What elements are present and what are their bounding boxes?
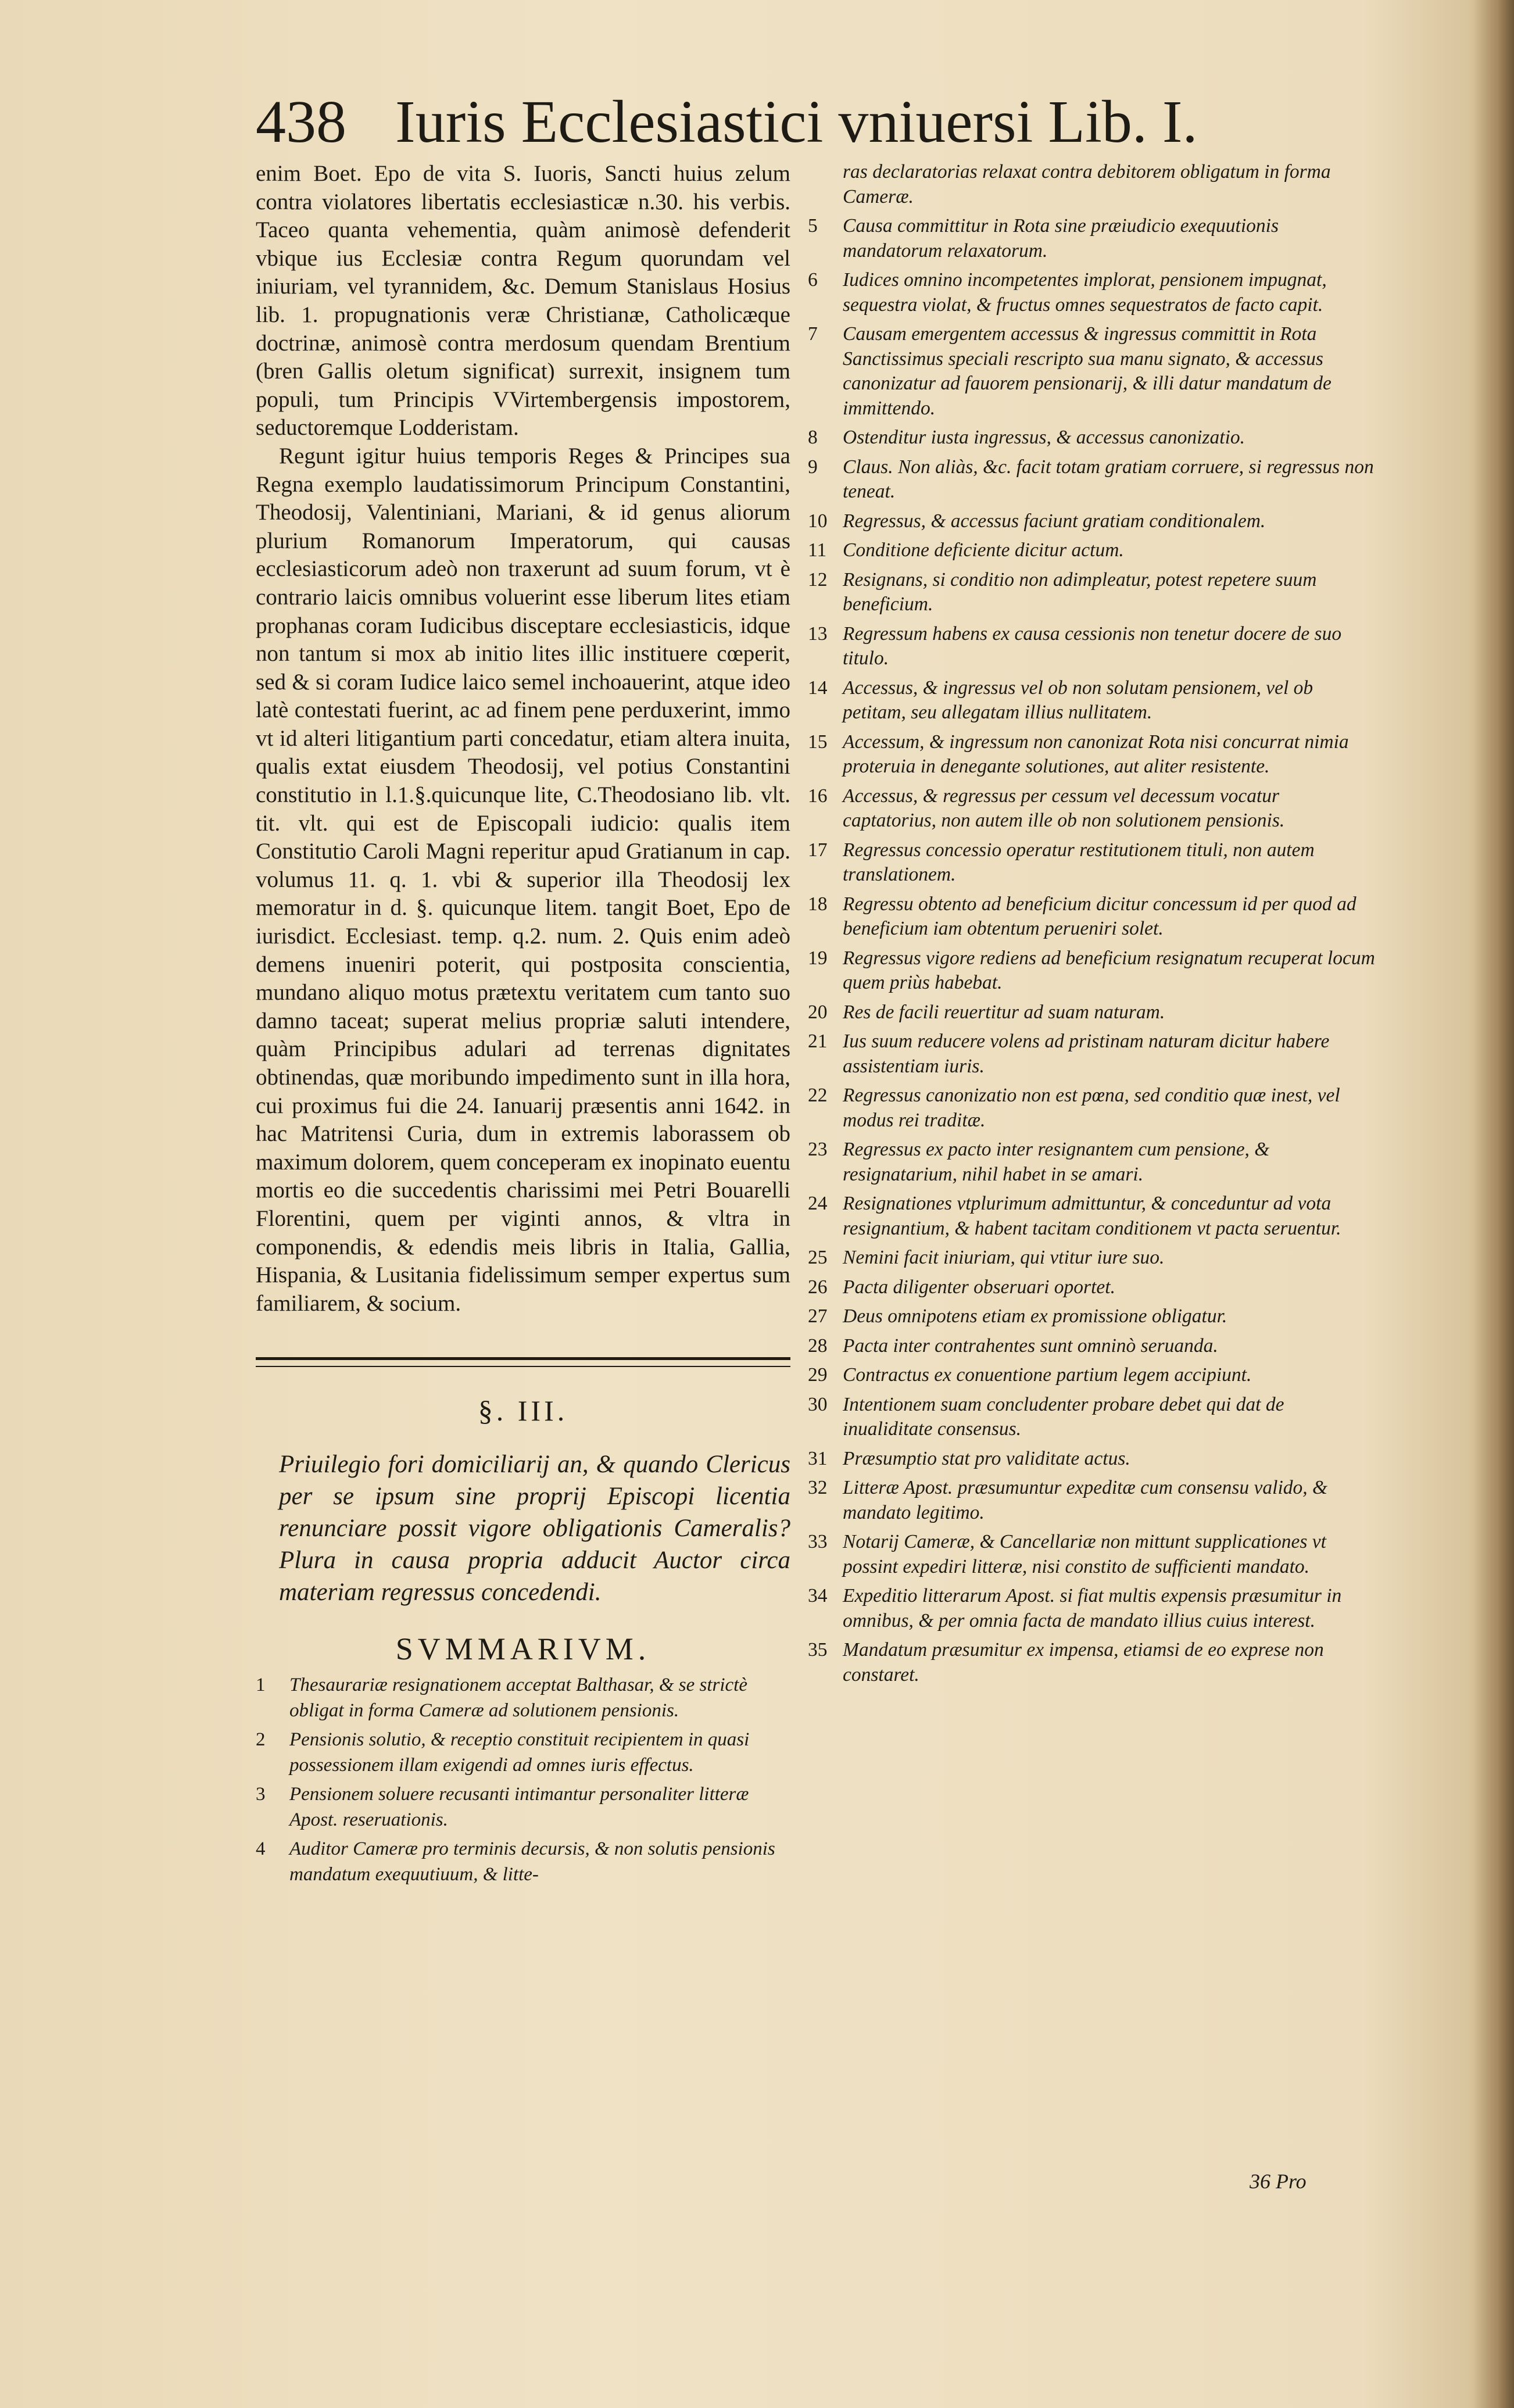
item-number: 20 <box>808 1001 828 1023</box>
item-text: Præsumptio stat pro validitate actus. <box>843 1447 1130 1469</box>
item-text: Res de facili reuertitur ad suam naturam. <box>843 1001 1165 1023</box>
item-text: Mandatum præsumitur ex impensa, etiamsi de eo exprese non constaret. <box>843 1639 1324 1686</box>
summary-item <box>808 1584 1377 1633</box>
item-text: Litteræ Apost. præsumuntur expeditæ cum consensu valido, & mandato legitimo. <box>843 1477 1328 1523</box>
summary-item <box>808 838 1377 888</box>
summary-list <box>256 1672 790 1887</box>
item-number: 16 <box>808 785 828 807</box>
left-column <box>256 160 790 1891</box>
item-number: 19 <box>808 947 828 969</box>
item-number: 15 <box>808 731 828 753</box>
item-number: 22 <box>808 1085 828 1106</box>
section-title: Priuilegio fori domiciliarij an, & quando Clericus per se ipsum sine proprij Episcopi licentia renunciare possit vigore obligationis Cameralis? Plura in causa propria adducit Auctor circa materiam regressus concedendi. <box>279 1451 790 1606</box>
summary-item <box>256 1672 790 1723</box>
item-text: Pensionem soluere recusanti intimantur personaliter litteræ Apost. reseruationis. <box>289 1784 749 1831</box>
summary-item <box>808 160 1377 209</box>
item-text: Pensionis solutio, & receptio constituit recipientem in quasi possessionem illam exigendi ad omnes iuris effectus. <box>289 1729 750 1776</box>
item-text: Causa committitur in Rota sine præiudicio exequutionis mandatorum relaxatorum. <box>843 215 1279 262</box>
section-divider <box>256 1357 790 1367</box>
item-number: 25 <box>808 1247 828 1268</box>
summary-item <box>808 1363 1377 1388</box>
item-number: 14 <box>808 677 828 699</box>
summary-item <box>808 509 1377 534</box>
summary-item <box>808 455 1377 505</box>
item-number: 33 <box>808 1531 828 1552</box>
item-number: 17 <box>808 839 828 861</box>
summary-item <box>808 1192 1377 1241</box>
summary-heading: SVMMARIVM. <box>395 1631 651 1667</box>
item-number: 21 <box>808 1031 828 1052</box>
item-number: 31 <box>808 1447 828 1469</box>
summary-item <box>808 622 1377 671</box>
item-text: Deus omnipotens etiam ex promissione obligatur. <box>843 1305 1227 1327</box>
summary-item <box>808 1083 1377 1133</box>
item-text: Pacta inter contrahentes sunt omninò seruanda. <box>843 1334 1218 1357</box>
item-number: 12 <box>808 568 828 591</box>
item-text: Regressus concessio operatur restitutionem tituli, non autem translationem. <box>843 839 1315 885</box>
summary-item <box>808 214 1377 263</box>
item-text: Pacta diligenter obseruari oportet. <box>843 1276 1115 1298</box>
item-text: Accessus, & regressus per cessum vel decessum vocatur captatorius, non autem ille ob non solutionem pensionis. <box>843 785 1285 831</box>
summary-item <box>808 676 1377 725</box>
summary-item <box>256 1727 790 1778</box>
item-number: 9 <box>808 456 818 478</box>
section-number: §. III. <box>478 1394 568 1427</box>
item-number: 27 <box>808 1305 828 1327</box>
summary-item <box>808 730 1377 779</box>
item-text: Regressus vigore rediens ad beneficium resignatum recuperat locum quem priùs habebat. <box>843 947 1375 993</box>
item-number: 30 <box>808 1393 828 1415</box>
summary-item <box>808 1638 1377 1687</box>
summary-item <box>808 1530 1377 1579</box>
item-number: 24 <box>808 1193 828 1214</box>
page-gutter-shadow <box>1473 0 1514 2408</box>
summary-item <box>808 1476 1377 1525</box>
item-text: Auditor Cameræ pro terminis decursis, & non solutis pensionis mandatum exequutiuum, & litte- <box>289 1838 775 1885</box>
item-text: Causam emergentem accessus & ingressus committit in Rota Sanctissimus speciali rescripto sua manu signato, & accessus canonizatur ad fauorem pensionarij, & illi datur mandatum de immittendo. <box>843 323 1332 419</box>
item-number: 29 <box>808 1364 828 1386</box>
summary-item <box>808 1304 1377 1329</box>
item-number: 32 <box>808 1477 828 1498</box>
paragraph-1: enim Boet. Epo de vita S. Iuoris, Sancti huius zelum contra violatores libertatis ecclesiasticæ n.30. his verbis. Taceo quanta vehementia, quàm animosè defenderit vbique ius Ecclesiæ contra Regum quorundam vel iniuriam, vel tyrannidem, &c. Demum Stanislaus Hosius lib. 1. propugnationis veræ Christianæ, Catholicæque doctrinæ, animosè contra merdosum quendam Brentium (bren Gallis oletum significat) surrexit, insignem tum populi, tum Principis VVirtembergensis impostorem, seductoremque Lodderistam. <box>256 161 790 441</box>
item-text: Conditione deficiente dicitur actum. <box>843 539 1124 561</box>
summary-item <box>808 946 1377 996</box>
summary-continuation-list <box>808 160 1377 1687</box>
item-number: 10 <box>808 510 828 532</box>
item-text: ras declaratorias relaxat contra debitorem obligatum in forma Cameræ. <box>843 161 1331 207</box>
item-text: Regressum habens ex causa cessionis non tenetur docere de suo titulo. <box>843 622 1342 669</box>
summary-item <box>808 1246 1377 1271</box>
summary-item <box>808 1029 1377 1079</box>
item-number: 23 <box>808 1139 828 1160</box>
summary-item <box>808 784 1377 833</box>
item-number: 13 <box>808 622 828 645</box>
item-number: 1 <box>256 1674 266 1696</box>
item-text: Ostenditur iusta ingressus, & accessus canonizatio. <box>843 427 1245 448</box>
summary-item <box>256 1781 790 1833</box>
item-text: Thesaurariæ resignationem acceptat Balthasar, & se strictè obligat in forma Cameræ ad solutionem pensionis. <box>289 1674 747 1722</box>
item-text: Expeditio litterarum Apost. si fiat multis expensis præsumitur in omnibus, & per omnia facta de mandato illius cuius interest. <box>843 1585 1342 1631</box>
item-text: Accessus, & ingressus vel ob non solutam pensionem, vel ob petitam, seu allegatam illius nullitatem. <box>843 677 1313 723</box>
page-number: 438 <box>256 88 346 155</box>
catchword: 36 Pro <box>1250 2170 1307 2193</box>
item-text: Nemini facit iniuriam, qui vtitur iure suo. <box>843 1247 1165 1268</box>
item-number: 3 <box>256 1784 266 1805</box>
item-number: 4 <box>256 1838 266 1860</box>
summary-item <box>808 1000 1377 1025</box>
summary-item <box>256 1836 790 1887</box>
summary-item <box>808 1137 1377 1187</box>
page-header <box>256 87 1389 157</box>
item-text: Resignationes vtplurimum admittuntur, & conceduntur ad vota resignantium, & habent tacitam conditionem vt pacta seruentur. <box>843 1193 1341 1239</box>
summary-item <box>808 1275 1377 1300</box>
item-number: 2 <box>256 1729 266 1751</box>
summary-item <box>808 268 1377 317</box>
item-text: Iudices omnino incompetentes implorat, pensionem impugnat, sequestra violat, & fructus omnes sequestratos de facto capit. <box>843 269 1327 316</box>
item-text: Accessum, & ingressum non canonizat Rota nisi concurrat nimia proteruia in denegante solutiones, aut aliter resistente. <box>843 731 1349 777</box>
summary-item <box>808 322 1377 421</box>
item-text: Intentionem suam concludenter probare debet qui dat de inualiditate consensus. <box>843 1393 1284 1440</box>
summary-item <box>808 892 1377 942</box>
item-text: Regressus canonizatio non est pœna, sed conditio quæ inest, vel modus rei traditæ. <box>843 1085 1340 1131</box>
item-number: 35 <box>808 1639 828 1661</box>
item-text: Regressus ex pacto inter resignantem cum pensione, & resignatarium, nihil habet in se amari. <box>843 1139 1270 1185</box>
summary-item <box>808 1393 1377 1442</box>
item-text: Regressu obtento ad beneficium dicitur concessum id per quod ad beneficium iam obtentum perueniri solet. <box>843 893 1356 939</box>
summary-item <box>808 538 1377 563</box>
item-number: 11 <box>808 539 827 561</box>
item-text: Contractus ex conuentione partium legem accipiunt. <box>843 1364 1252 1386</box>
summary-item <box>808 568 1377 617</box>
paragraph-2: Regunt igitur huius temporis Reges & Principes sua Regna exemplo laudatissimorum Principum Constantini, Theodosij, Valentiniani, Mariani, & id genus aliorum plurium Romanorum Imperatorum, qui causas ecclesiasticorum adeò non traxerunt ad suum forum, vt è contrario laicis omnibus voluerint esse liberum lites etiam prophanas coram Iudicibus disceptare ecclesiasticis, idque non tantum si mox ab initio lites illic instituere cœperit, sed & si coram Iudice laico semel inchoauerint, atque ideo latè contestati fuerint, ac ad finem pene perduxerint, immo vt id alteri litigantium parti concedatur, etiam altera inuita, qualis extat eiusdem Theodosij, vel potius Constantini constitutio in l.1.§.quicunque lite, C.Theodosiano lib. vlt. tit. vlt. qui est de Episcopali iudicio: qualis item Constitutio Caroli Magni reperitur apud Gratianum in cap. volumus 11. q. 1. vbi & superior illa Theodosij lex memoratur in d. §. quicunque litem. tangit Boet, Epo de iurisdict. Ecclesiast. temp. q.2. num. 2. Quis enim adeò demens inueniri poterit, qui postposita conscientia, mundano aliquo motus prætextu veritatem cum tanto suo damno taceat; superat melius propriæ saluti intendere, quàm Principibus adulari ad terrenas dignitates obtinendas, quæ moribundo impedimento sunt in illa hora, cui proximus fui die 24. Ianuarij præsentis anni 1642. in hac Matritensi Curia, dum in extremis laborassem ob maximum dolorem, quem conceperam ex inopinato euentu mortis eo die succedentis charissimi mei Petri Bouarelli Florentini, quem per viginti annos, & vltra in componendis, & edendis meis libris in Italia, Gallia, Hispania, & Lusitania fidelissimum semper expertus sum familiarem, & socium. <box>256 443 790 1316</box>
item-number: 34 <box>808 1585 828 1606</box>
item-number: 18 <box>808 893 828 915</box>
item-text: Claus. Non aliàs, &c. facit totam gratiam corruere, si regressus non teneat. <box>843 456 1374 502</box>
item-number: 5 <box>808 215 818 237</box>
item-text: Ius suum reducere volens ad pristinam naturam dicitur habere assistentiam iuris. <box>843 1031 1330 1077</box>
item-number: 6 <box>808 269 818 291</box>
summary-item <box>808 1447 1377 1472</box>
summary-item <box>808 1334 1377 1359</box>
summary-item <box>808 425 1377 450</box>
item-number <box>808 160 843 209</box>
item-number: 28 <box>808 1334 828 1357</box>
item-number: 26 <box>808 1276 828 1298</box>
item-number: 8 <box>808 427 818 448</box>
item-text: Notarij Cameræ, & Cancellariæ non mittunt supplicationes vt possint expediri litteræ, nisi constito de sufficienti mandato. <box>843 1531 1326 1577</box>
right-column <box>808 160 1377 1692</box>
item-text: Resignans, si conditio non adimpleatur, potest repetere suum beneficium. <box>843 568 1317 615</box>
item-number: 7 <box>808 323 818 345</box>
item-text: Regressus, & accessus faciunt gratiam conditionalem. <box>843 510 1266 532</box>
running-title: Iuris Ecclesiastici vniuersi Lib. I. <box>395 88 1198 155</box>
